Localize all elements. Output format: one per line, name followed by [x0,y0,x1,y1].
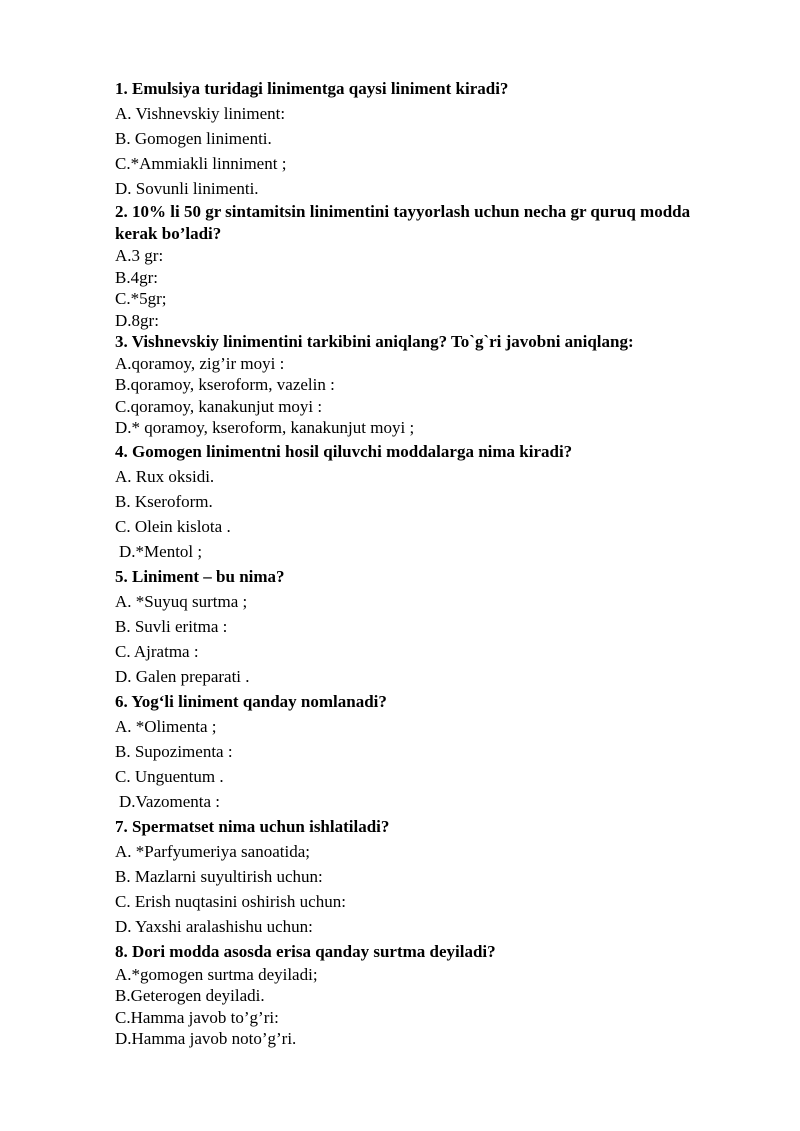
question-3 [115,331,725,439]
question-4 [115,439,725,564]
question-8 [115,939,725,1050]
question-text: 7. Spermatset nima uchun ishlatiladi? [115,816,390,836]
answer-option: B. Mazlarni suyultirish uchun: [115,866,323,886]
answer-option: D.*Mentol ; [119,541,203,561]
answer-option: D.* qoramoy, kseroform, kanakunjut moyi ; [115,418,415,437]
question-text: 8. Dori modda asosda erisa qanday surtma deyiladi? [115,941,496,961]
answer-option: C. Ajratma : [115,641,199,661]
answer-option: B. Kseroform. [115,491,213,511]
answer-option: B.qoramoy, kseroform, vazelin : [115,375,335,394]
answer-option: A. *Parfyumeriya sanoatida; [115,841,310,861]
answer-option: A. Rux oksidi. [115,466,215,486]
answer-option: A.qoramoy, zig’ir moyi : [115,353,285,373]
answer-option: B.4gr: [115,267,158,287]
answer-option: A.*gomogen surtma deyiladi; [115,964,318,984]
quiz-document [115,76,725,1050]
answer-option: C. Erish nuqtasini oshirish uchun: [115,891,346,911]
answer-option: A. *Olimenta ; [115,716,217,736]
answer-option: C.*5gr; [115,289,167,308]
question-text: 5. Liniment – bu nima? [115,566,285,586]
answer-option: B. Suvli eritma : [115,616,228,636]
answer-option: D. Yaxshi aralashishu uchun: [115,916,313,936]
question-text: 4. Gomogen linimentni hosil qiluvchi moddalarga nima kiradi? [115,441,573,461]
answer-option: C.qoramoy, kanakunjut moyi : [115,396,323,416]
answer-option: A. *Suyuq surtma ; [115,591,248,611]
question-6 [115,689,725,814]
question-text: 2. 10% li 50 gr sintamitsin linimentini tayyorlash uchun necha gr quruq modda kerak bo’ladi? [115,202,691,243]
question-text: 3. Vishnevskiy linimentini tarkibini aniqlang? To`g`ri javobni aniqlang: [115,332,634,351]
answer-option: C.Hamma javob to’g’ri: [115,1007,279,1027]
answer-option: D. Sovunli linimenti. [115,179,259,198]
answer-option: C.*Ammiakli linniment ; [115,154,287,173]
question-2 [115,201,725,331]
question-text: 6. Yog‘li liniment qanday nomlanadi? [115,691,387,711]
answer-option: C. Unguentum . [115,766,224,786]
answer-option: D. Galen preparati . [115,666,250,686]
answer-option: D.8gr: [115,310,159,330]
answer-option: B.Geterogen deyiladi. [115,986,265,1005]
question-text: 1. Emulsiya turidagi linimentga qaysi liniment kiradi? [115,79,509,98]
answer-option: A. Vishnevskiy liniment: [115,104,286,123]
answer-option: D.Hamma javob noto’g’ri. [115,1029,297,1048]
answer-option: B. Gomogen linimenti. [115,129,272,148]
answer-option: A.3 gr: [115,246,164,265]
question-1 [115,76,725,201]
answer-option: D.Vazomenta : [119,791,221,811]
answer-option: B. Supozimenta : [115,741,233,761]
question-5 [115,564,725,689]
answer-option: C. Olein kislota . [115,516,231,536]
question-7 [115,814,725,939]
